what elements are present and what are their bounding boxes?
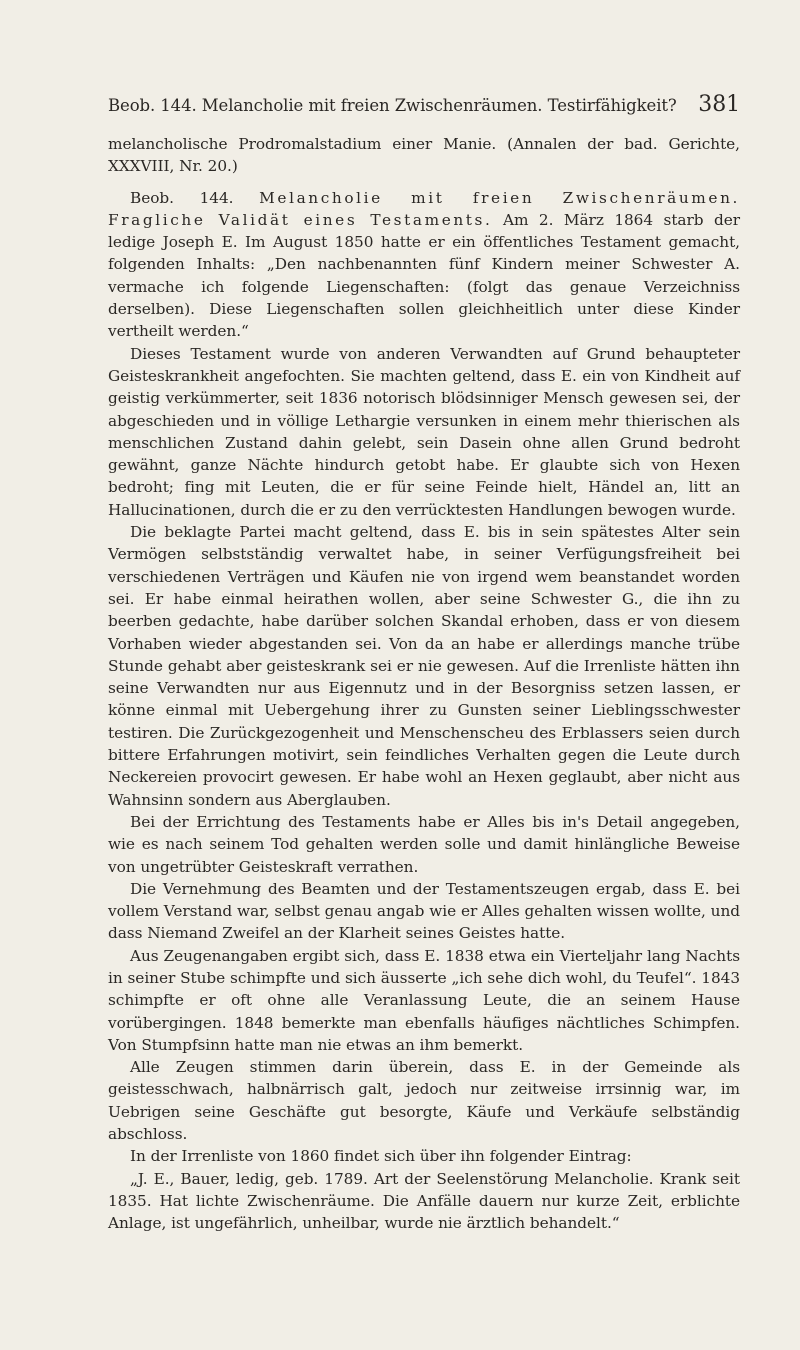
paragraph: Bei der Errichtung des Testaments habe er Alles bis in's Detail angegeben, wie es nach seinem Tod gehalten werden solle und damit hinlängliche Beweise von ungetrübter Geisteskraft verrathen. [108, 812, 740, 876]
paragraph: Die Vernehmung des Beamten und der Testamentszeugen ergab, dass E. bei vollem Verstand war, selbst genau angab wie er Alles gehalten wissen wollte, und dass Niemand Zweifel an der Klarheit seines Geistes hatte. [108, 879, 740, 943]
page-header [108, 92, 740, 117]
page-number: 381 [698, 92, 740, 117]
paragraph-quotation: „J. E., Bauer, ledig, geb. 1789. Art der Seelenstörung Melancholie. Krank seit 1835. Hat lichte Zwischenräume. Die Anfälle dauern nur kurze Zeit, erblichte Anlage, ist ungefährlich, unheilbar, wurde nie ärztlich behandelt.“ [108, 1169, 740, 1233]
running-head: Beob. 144. Melancholie mit freien Zwischenräumen. Testirfähigkeit? [108, 96, 677, 115]
paragraph: In der Irrenliste von 1860 findet sich über ihn folgender Eintrag: [130, 1147, 632, 1166]
page-body [108, 133, 740, 1235]
paragraph-case-heading [108, 187, 740, 343]
case-intro-text: Am 2. März 1864 starb der ledige Joseph E. Im August 1850 hatte er ein öffentliches Testament gemacht, folgenden Inhalts: „Den nachbenannten fünf Kindern meiner Schwester A. vermache ich folgende Liegenschaften: (folgt das genaue Verzeichniss derselben). Diese Liegenschaften sollen gleichheitlich unter diese Kinder vertheilt werden.“ [108, 210, 740, 341]
paragraph: Alle Zeugen stimmen darin überein, dass E. in der Gemeinde als geistesschwach, halbnärrisch galt, jedoch nur zeitweise irrsinnig war, im Uebrigen seine Geschäfte gut besorgte, Käufe und Verkäufe selbständig abschloss. [108, 1058, 740, 1144]
case-number: Beob. 144. [130, 188, 260, 207]
paragraph: Aus Zeugenangaben ergibt sich, dass E. 1838 etwa ein Vierteljahr lang Nachts in seiner Stube schimpfte und sich äusserte „ich sehe dich wohl, du Teufel“. 1843 schimpfte er oft ohne alle Veranlassung Leute, die an seinem Hause vorübergingen. 1848 bemerkte man ebenfalls häufiges nächtliches Schimpfen. Von Stumpfsinn hatte man nie etwas an ihm bemerkt. [108, 946, 740, 1054]
paragraph-continuation: melancholische Prodromalstadium einer Manie. (Annalen der bad. Gerichte, XXXVIII, Nr. 20.) [108, 135, 740, 176]
paragraph: Dieses Testament wurde von anderen Verwandten auf Grund behaupteter Geisteskrankheit angefochten. Sie machten geltend, dass E. ein von Kindheit auf geistig verkümmerter, seit 1836 notorisch blödsinniger Mensch gewesen sei, der abgeschieden und in völlige Lethargie versunken in einem mehr thierischen als menschlichen Zustand dahin gelebt, sein Dasein ohne allen Grund bedroht gewähnt, ganze Nächte hindurch getobt habe. Er glaubte sich von Hexen bedroht; fing mit Leuten, die er für seine Feinde hielt, Händel an, litt an Hallucinationen, durch die er zu den verrücktesten Handlungen bewogen wurde. [108, 344, 740, 519]
paragraph: Die beklagte Partei macht geltend, dass E. bis in sein spätestes Alter sein Vermögen selbstständig verwaltet habe, in seiner Verfügungsfreiheit bei verschiedenen Verträgen und Käufen nie von irgend wem beanstandet worden sei. Er habe einmal heirathen wollen, aber seine Schwester G., die ihn zu beerben gedachte, habe darüber solchen Skandal erhoben, dass er von diesem Vorhaben wieder abgestanden sei. Von da an habe er allerdings manche trübe Stunde gehabt aber geisteskrank sei er nie gewesen. Auf die Irrenliste hätten ihn seine Verwandten nur aus Eigennutz und in der Besorgniss setzen lassen, er könne einmal mit Uebergehung ihrer zu Gunsten seiner Lieblingsschwester testiren. Die Zurückgezogenheit und Menschenscheu des Erblassers seien durch bittere Erfahrungen motivirt, sein feindliches Verhalten gegen die Leute durch Neckereien provocirt gewesen. Er habe wohl an Hexen geglaubt, aber nicht aus Wahnsinn sondern aus Aberglauben. [108, 523, 740, 809]
case-title: Melancholie mit freien Zwischenräumen. Fragliche Validät eines Testaments. [108, 188, 740, 229]
